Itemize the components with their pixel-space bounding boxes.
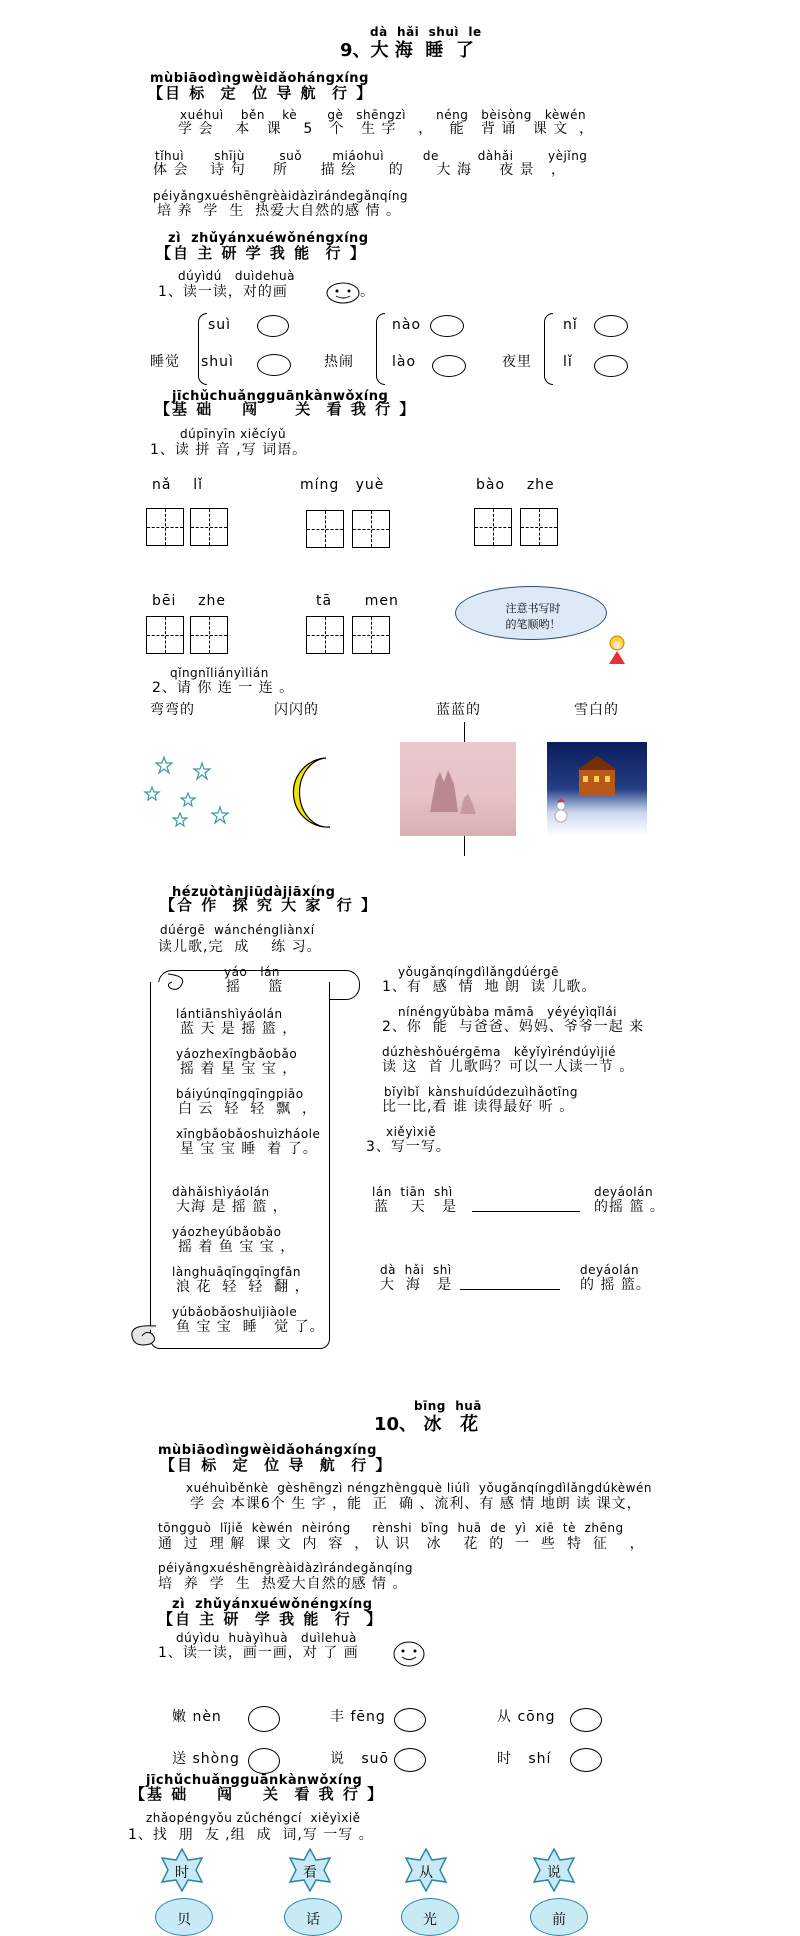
option-label: nào bbox=[392, 317, 422, 333]
connect-instruction: 2、请 你 连 一 连 。 bbox=[152, 680, 295, 696]
poem-line: 星 宝 宝 睡 着 了。 bbox=[180, 1141, 318, 1157]
poem-line-pinyin: lànghuāqīngqīngfān bbox=[172, 1265, 302, 1279]
answer-circle[interactable] bbox=[257, 315, 289, 337]
goal-heading: 【目 标 定 位 导 航 行 】 bbox=[160, 1456, 393, 1474]
girl-icon bbox=[604, 634, 630, 666]
answer-circle[interactable] bbox=[570, 1748, 602, 1772]
dictation-instruction: 1、读 拼 音 ,写 词语。 bbox=[150, 442, 308, 458]
poem-line: 蓝 天 是 摇 篮 ， bbox=[180, 1021, 298, 1037]
poem-line: 大海 是 摇 篮 ， bbox=[176, 1199, 288, 1215]
answer-circle[interactable] bbox=[594, 315, 628, 337]
answer-circle[interactable] bbox=[248, 1748, 280, 1774]
task-text: 3、写一写。 bbox=[366, 1139, 451, 1155]
poem-title-pinyin: yáo lán bbox=[224, 965, 281, 979]
answer-circle[interactable] bbox=[594, 355, 628, 377]
word-label: 热闹 bbox=[324, 354, 354, 370]
writing-grid[interactable] bbox=[520, 508, 558, 546]
connector-line bbox=[464, 836, 465, 856]
rhyme-instruction: 读儿歌,完 成 练 习。 bbox=[158, 939, 322, 955]
self-study-heading: 【自 主 研 学 我 能 行 】 bbox=[158, 1610, 384, 1628]
answer-circle[interactable] bbox=[394, 1708, 426, 1732]
char-circle[interactable] bbox=[155, 1898, 213, 1936]
rhyme-pinyin: dúérgē wánchéngliànxí bbox=[160, 923, 315, 937]
coop-pinyin: hézuòtànjiūdàjiāxíng bbox=[172, 885, 336, 900]
writing-grid[interactable] bbox=[146, 508, 184, 546]
stars-picture[interactable] bbox=[140, 755, 230, 835]
pair-label: 丰 fēng bbox=[330, 1709, 386, 1725]
word-label: 夜里 bbox=[502, 354, 532, 370]
answer-circle[interactable] bbox=[248, 1706, 280, 1732]
task-pinyin: bǐyìbǐ kànshuídúdezuìhǎotīng bbox=[384, 1085, 578, 1099]
option-label: lào bbox=[392, 354, 417, 370]
goal-line-pinyin: xuéhuì běn kè gè shēngzì néng bèisòng kèwén bbox=[180, 108, 587, 122]
circle-char: 贝 bbox=[177, 1912, 191, 1928]
fill-pinyin: deyáolán bbox=[580, 1263, 640, 1277]
fill-pinyin: deyáolán bbox=[594, 1185, 654, 1199]
poem-line: 白 云 轻 轻 飘 ， bbox=[178, 1101, 318, 1117]
pinyin-word: bào zhe bbox=[476, 477, 555, 493]
option-label: nǐ bbox=[563, 317, 578, 333]
friends-instruction: 1、找 朋 友 ,组 成 词,写 一写 。 bbox=[128, 1827, 374, 1843]
poem-line-pinyin: báiyúnqīngqīngpiāo bbox=[176, 1087, 304, 1101]
answer-circle[interactable] bbox=[430, 315, 464, 337]
read-instruction: 1、读一读，对的画 bbox=[158, 284, 288, 300]
fill-pinyin: dà hǎi shì bbox=[380, 1263, 452, 1277]
goal-line-pinyin: xuéhuìběnkè gèshēngzì néngzhèngquè liúlì yǒugǎnqíngdìlǎngdúkèwén bbox=[186, 1481, 652, 1495]
scroll-curl-icon bbox=[160, 970, 190, 998]
pinyin-word: míng yuè bbox=[300, 477, 385, 493]
task-text: 比一比,看 谁 读得最好 听 。 bbox=[382, 1099, 575, 1115]
connector-line bbox=[464, 722, 465, 742]
task-text: 1、有 感 情 地 朗 读 儿歌。 bbox=[382, 979, 597, 995]
char-circle[interactable] bbox=[284, 1898, 342, 1936]
poem-line-pinyin: xīngbǎobǎoshuìzháole bbox=[176, 1127, 321, 1141]
writing-grid[interactable] bbox=[190, 616, 228, 654]
option-label: lǐ bbox=[563, 354, 573, 370]
answer-circle[interactable] bbox=[257, 354, 291, 376]
brace-icon bbox=[544, 313, 553, 385]
fill-text: 蓝 天 是 bbox=[374, 1199, 458, 1215]
goal-line-pinyin: tōngguò lǐjiě kèwén nèiróng rènshi bīng huā de yì xiē tè zhēng bbox=[158, 1521, 624, 1535]
moon-picture[interactable] bbox=[286, 755, 346, 830]
basic-pinyin: jīchǔchuǎngguānkànwǒxíng bbox=[146, 1773, 363, 1788]
char-badge[interactable] bbox=[530, 1848, 578, 1892]
self-study-pinyin: zì zhǔyánxuéwǒnéngxíng bbox=[172, 1597, 373, 1612]
brace-icon bbox=[198, 313, 207, 385]
task-text: 2、你 能 与爸爸、妈妈、爷爷一起 来 bbox=[382, 1019, 645, 1035]
brace-icon bbox=[376, 313, 385, 385]
circle-char: 光 bbox=[423, 1912, 437, 1928]
goal-heading: 【目 标 定 位 导 航 行 】 bbox=[148, 84, 374, 102]
tip-text: 注意书写时 的笔顺哟！ bbox=[505, 602, 561, 631]
writing-grid[interactable] bbox=[352, 510, 390, 548]
fill-blank[interactable] bbox=[472, 1211, 580, 1212]
fill-blank[interactable] bbox=[460, 1289, 560, 1290]
answer-circle[interactable] bbox=[570, 1708, 602, 1732]
task-pinyin: xiěyìxiě bbox=[386, 1125, 437, 1139]
badge-char: 从 bbox=[419, 1865, 433, 1881]
goal-line: 体 会 诗 句 所 描 绘 的 大 海 夜 景 ， bbox=[153, 162, 567, 178]
fill-pinyin: lán tiān shì bbox=[372, 1185, 453, 1199]
adjective-label: 雪白的 bbox=[574, 702, 619, 718]
poem-line: 鱼 宝 宝 睡 觉 了。 bbox=[176, 1319, 325, 1335]
goal-line: 培 养 学 生 热爱大自然的感 情 。 bbox=[157, 203, 402, 219]
basic-heading: 【基 础 闯 关 看 我 行 】 bbox=[155, 400, 417, 418]
pair-label: 时 shí bbox=[497, 1751, 552, 1767]
read-pinyin: dúyìdu huàyìhuà duìlehuà bbox=[176, 1631, 357, 1645]
connect-pinyin: qǐngnǐliányìlián bbox=[170, 666, 269, 680]
task-pinyin: yǒugǎnqíngdìlǎngdúérgē bbox=[398, 965, 559, 979]
answer-circle[interactable] bbox=[432, 355, 466, 377]
goal-pinyin: mùbiāodìngwèidǎohángxíng bbox=[158, 1443, 377, 1458]
fill-text: 的摇 篮 。 bbox=[594, 1199, 665, 1215]
writing-grid[interactable] bbox=[474, 508, 512, 546]
pair-label: 说 suō bbox=[330, 1751, 390, 1767]
poem-line-pinyin: dàhǎishìyáolán bbox=[172, 1185, 270, 1199]
goal-line: 学 会 本课6个 生 字 ，能 正 确 、流利、有 感 情 地朗 读 课文， bbox=[190, 1496, 642, 1512]
circle-char: 前 bbox=[552, 1912, 566, 1928]
sea-picture[interactable] bbox=[400, 742, 516, 836]
pair-label: 嫩 nèn bbox=[172, 1709, 222, 1725]
coop-heading: 【合 作 探 究 大 家 行 】 bbox=[160, 896, 379, 914]
badge-char: 说 bbox=[547, 1865, 561, 1881]
snow-picture[interactable] bbox=[547, 742, 647, 836]
char-circle[interactable] bbox=[401, 1898, 459, 1936]
read-instruction: 1、读一读，画一画，对 了 画 bbox=[158, 1645, 359, 1661]
lesson10-title-pinyin: bīng huā bbox=[414, 1399, 482, 1413]
circle-char: 话 bbox=[306, 1912, 320, 1928]
pair-label: 送 shòng bbox=[172, 1751, 240, 1767]
lesson10-title: 10、 冰 花 bbox=[374, 1414, 479, 1435]
option-label: shuì bbox=[201, 354, 234, 370]
adjective-label: 蓝蓝的 bbox=[436, 702, 481, 718]
poem-line-pinyin: yúbǎobǎoshuìjiàole bbox=[172, 1305, 298, 1319]
self-study-pinyin: zì zhǔyánxuéwǒnéngxíng bbox=[168, 231, 369, 246]
badge-char: 时 bbox=[175, 1865, 189, 1881]
poem-line-pinyin: yáozhexīngbǎobǎo bbox=[176, 1047, 298, 1061]
pinyin-word: bēi zhe bbox=[152, 593, 227, 609]
poem-line: 浪 花 轻 轻 翻 ， bbox=[176, 1279, 310, 1295]
poem-line: 摇 着 星 宝 宝 ， bbox=[180, 1061, 298, 1077]
lesson9-title: 9、大 海 睡 了 bbox=[340, 40, 474, 61]
adjective-label: 闪闪的 bbox=[274, 702, 319, 718]
basic-pinyin: jīchǔchuǎngguānkànwǒxíng bbox=[172, 389, 389, 404]
poem-title: 摇 篮 bbox=[226, 979, 284, 995]
option-label: suì bbox=[208, 317, 232, 333]
fill-text: 大 海 是 bbox=[380, 1277, 453, 1293]
pinyin-word: nǎ lǐ bbox=[152, 477, 204, 493]
adjective-label: 弯弯的 bbox=[150, 702, 195, 718]
basic-heading: 【基 础 闯 关 看 我 行 】 bbox=[130, 1785, 385, 1803]
read-pinyin: dúyìdú duìdehuà bbox=[178, 269, 295, 283]
read-end-mark: 。 bbox=[360, 284, 375, 300]
self-study-heading: 【自 主 研 学 我 能 行 】 bbox=[156, 244, 367, 262]
poem-line-pinyin: lántiānshìyáolán bbox=[176, 1007, 283, 1021]
goal-line-pinyin: péiyǎngxuéshēngrèàidàzìrándegǎnqíng bbox=[153, 189, 409, 203]
scroll-curl-icon bbox=[126, 1318, 166, 1350]
badge-char: 看 bbox=[303, 1865, 317, 1881]
writing-grid[interactable] bbox=[306, 616, 344, 654]
smiley-icon bbox=[325, 281, 361, 305]
writing-grid[interactable] bbox=[352, 616, 390, 654]
goal-line-pinyin: péiyǎngxuéshēngrèàidàzìrándegǎnqíng bbox=[158, 1561, 414, 1575]
pair-label: 从 cōng bbox=[497, 1709, 556, 1725]
goal-line: 培 养 学 生 热爱大自然的感 情 。 bbox=[158, 1576, 408, 1592]
goal-pinyin: mùbiāodìngwèidǎohángxíng bbox=[150, 71, 369, 86]
task-pinyin: nínéngyǔbàba māmā yéyéyìqǐlái bbox=[398, 1005, 618, 1019]
word-label: 睡觉 bbox=[150, 354, 180, 370]
goal-line: 通 过 理 解 课 文 内 容 ， 认 识 冰 花 的 一 些 特 征 ， bbox=[158, 1536, 645, 1552]
pinyin-word: tā men bbox=[316, 593, 399, 609]
writing-grid[interactable] bbox=[146, 616, 184, 654]
goal-line: 学 会 本 课 5 个 生 字 ， 能 背 诵 课 文 ， bbox=[178, 121, 595, 137]
writing-grid[interactable] bbox=[306, 510, 344, 548]
char-circle[interactable] bbox=[530, 1898, 588, 1936]
char-badge[interactable] bbox=[402, 1848, 450, 1892]
poem-line-pinyin: yáozheyúbǎobǎo bbox=[172, 1225, 282, 1239]
goal-line-pinyin: tǐhuì shījù suǒ miáohuì de dàhǎi yèjǐng bbox=[155, 149, 588, 163]
poem-line: 摇 着 鱼 宝 宝 ， bbox=[178, 1239, 296, 1255]
answer-circle[interactable] bbox=[394, 1748, 426, 1772]
smiley-icon bbox=[392, 1640, 426, 1668]
task-pinyin: dúzhèshǒuérgēma kěyǐyìréndúyìjié bbox=[382, 1045, 617, 1059]
fill-text: 的 摇 篮。 bbox=[580, 1277, 651, 1293]
char-badge[interactable] bbox=[158, 1848, 206, 1892]
writing-grid[interactable] bbox=[190, 508, 228, 546]
char-badge[interactable] bbox=[286, 1848, 334, 1892]
lesson9-title-pinyin: dà hǎi shuì le bbox=[370, 25, 482, 39]
task-text: 读 这 首 儿歌吗？可以一人读一节 。 bbox=[382, 1059, 635, 1075]
friends-pinyin: zhǎopéngyǒu zǔchéngcí xiěyìxiě bbox=[146, 1811, 361, 1825]
dictation-pinyin: dúpīnyīn xiěcíyǔ bbox=[180, 427, 287, 441]
